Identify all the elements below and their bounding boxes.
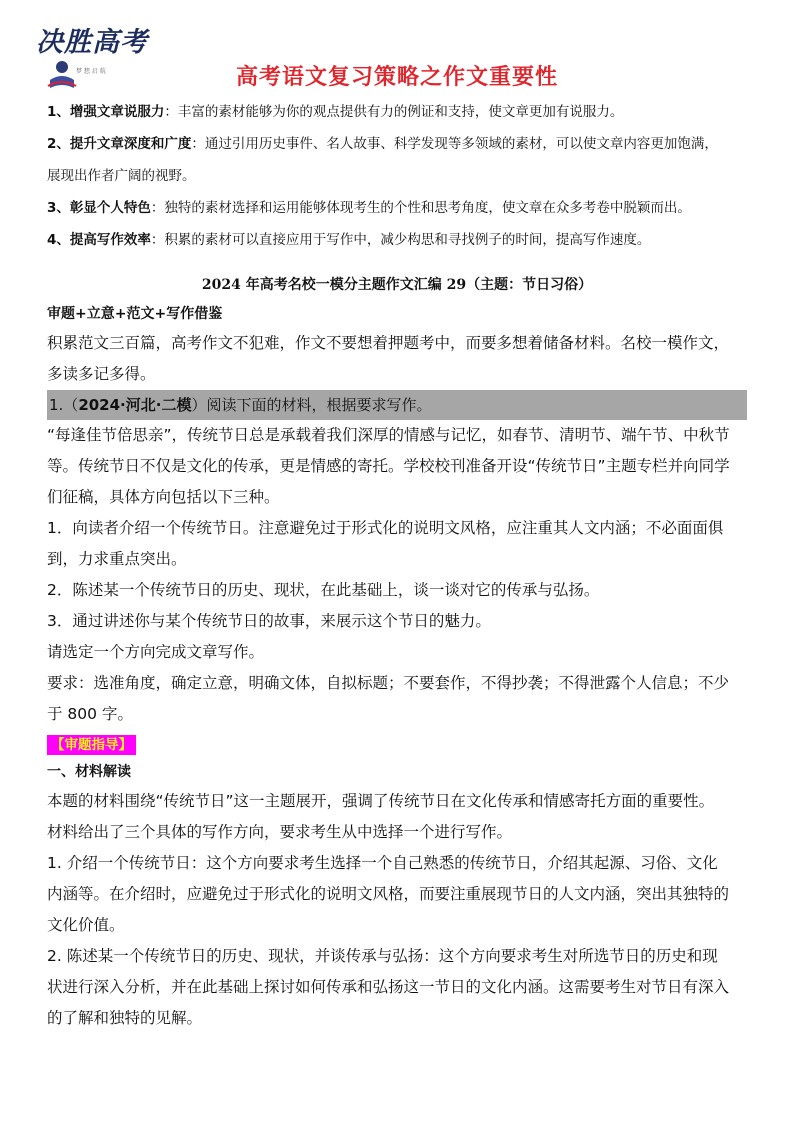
guide-line: 1. 介绍一个传统节日：这个方向要求考生选择一个自己熟悉的传统节日，介绍其起源、习俗、文化: [47, 854, 718, 872]
material-line: 们征稿，具体方向包括以下三种。: [47, 488, 280, 506]
strategy-label: 3、彰显个人特色: [47, 200, 151, 216]
strategy-label: 4、提高写作效率: [47, 232, 151, 248]
logo-text: 决胜高考: [36, 27, 148, 58]
guide-line: 材料给出了三个具体的写作方向，要求考生从中选择一个进行写作。: [47, 823, 513, 841]
strategy-label: 2、提升文章深度和广度: [47, 136, 192, 152]
guide-line: 的了解和独特的见解。: [47, 1009, 203, 1027]
question-prompt: [47, 390, 747, 420]
material-line: 要求：选准角度，确定立意，明确文体，自拟标题；不要套作，不得抄袭；不得泄露个人信息；不少: [47, 674, 730, 692]
strategy-text-continued: 展现出作者广阔的视野。: [47, 168, 196, 184]
strategy-text: ：通过引用历史事件、名人故事、科学发现等多领域的素材，可以使文章内容更加饱满，: [191, 136, 718, 152]
strategy-item: [47, 224, 747, 256]
strategy-item: [47, 192, 747, 224]
strategy-text: ：积累的素材可以直接应用于写作中，减少构思和寻找例子的时间，提高写作速度。: [150, 232, 651, 248]
material-line: 于 800 字。: [47, 705, 133, 723]
material-line: 3．通过讲述你与某个传统节日的故事，来展示这个节日的魅力。: [47, 612, 491, 630]
material-line: 2．陈述某一个传统节日的历史、现状，在此基础上，谈一谈对它的传承与弘扬。: [47, 581, 600, 599]
guide-line: 本题的材料围绕“传统节日”这一主题展开，强调了传统节日在文化传承和情感寄托方面的重要性。: [47, 792, 715, 810]
question-close: ）: [191, 396, 207, 414]
logo-subtitle: 梦 想 启 航: [76, 68, 106, 75]
section-subheading: 2024 年高考名校一模分主题作文汇编 29（主题：节日习俗）: [201, 277, 593, 293]
strategy-label: 1、增强文章说服力: [47, 104, 165, 120]
material-line: 请选定一个方向完成文章写作。: [47, 643, 265, 661]
material-line: 等。传统节日不仅是文化的传承，更是情感的寄托。学校校刊准备开设“传统节日”主题专栏并向同学: [47, 457, 730, 475]
strategy-text: ：丰富的素材能够为你的观点提供有力的例证和支持，使文章更加有说服力。: [164, 104, 624, 120]
guide-line: 状进行深入分析，并在此基础上探讨如何传承和弘扬这一节日的文化内涵。这需要考生对节日有深入: [47, 978, 730, 996]
guide-line: 2. 陈述某一个传统节日的历史、现状，并谈传承与弘扬：这个方向要求考生对所选节日的历史和现: [47, 947, 718, 965]
material-line: 到，力求重点突出。: [47, 550, 187, 568]
strategy-text: ：独特的素材选择和运用能够体现考生的个性和思考角度，使文章在众多考卷中脱颖而出。: [150, 200, 691, 216]
question-text: 阅读下面的材料，根据要求写作。: [206, 396, 432, 414]
material-line: 1．向读者介绍一个传统节日。注意避免过于形式化的说明文风格，应注重其人文内涵；不必面面俱: [47, 519, 724, 537]
material-line: “每逢佳节倍思亲”，传统节日总是承载着我们深厚的情感与记忆，如春节、清明节、端午节、中秋节: [47, 426, 730, 444]
document-body: [47, 96, 747, 1034]
strategy-item: [47, 96, 747, 128]
page-title: 高考语文复习策略之作文重要性: [235, 65, 558, 90]
guide-heading: 一、材料解读: [47, 764, 131, 780]
intro-line: 多读多记多得。: [47, 365, 156, 383]
question-source: 2024·河北·二模: [78, 396, 192, 414]
guide-line: 内涵等。在介绍时，应避免过于形式化的说明文风格，而要注重展现节日的人文内涵，突出其独特的: [47, 885, 730, 903]
strategy-item: [47, 128, 747, 160]
guide-line: 文化价值。: [47, 916, 125, 934]
question-number: 1.（: [49, 396, 79, 414]
sections-label: 审题+立意+范文+写作借鉴: [47, 306, 223, 322]
guide-tag: 【审题指导】: [47, 735, 136, 755]
intro-line: 积累范文三百篇，高考作文不犯难，作文不要想着押题考中，而要多想着储备材料。名校一模作文，: [47, 334, 730, 352]
